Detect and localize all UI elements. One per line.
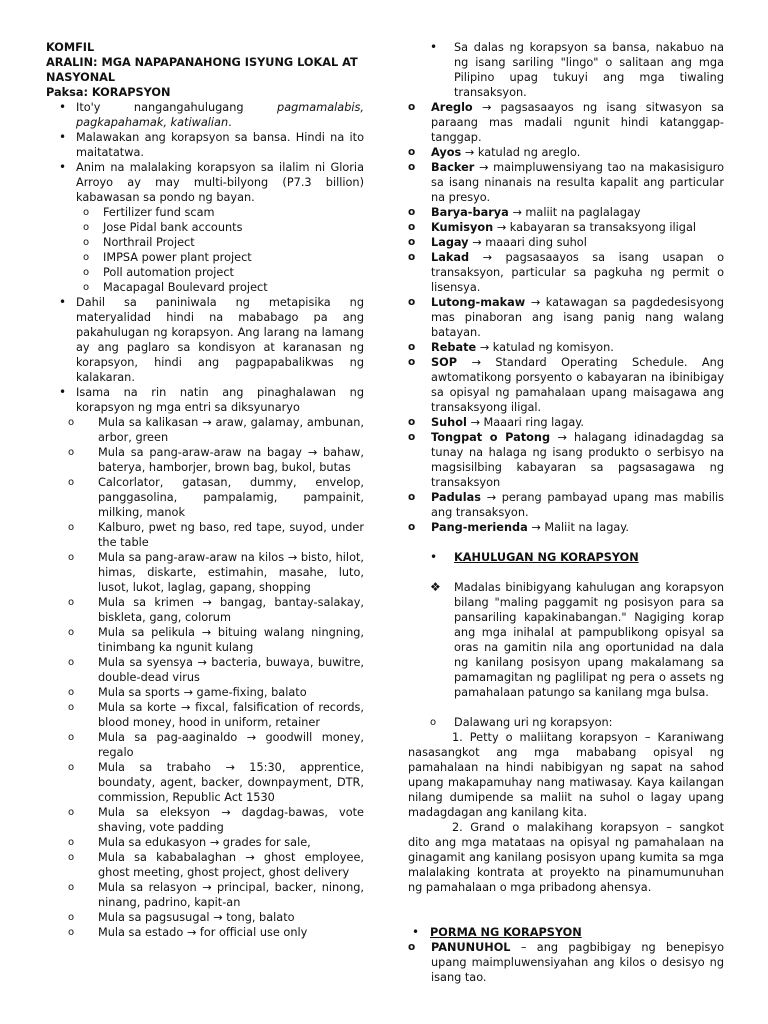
circle-bullet-icon: o xyxy=(408,296,416,308)
term-definition: kabayaran sa transaksyong iligal xyxy=(509,221,697,234)
arrow-icon: → xyxy=(527,521,545,534)
source-item-text: Kalburo, pwet ng baso, red tape, suyod, under the table xyxy=(98,521,364,549)
term-label: Kumisyon xyxy=(431,221,494,234)
term-label: Lutong-makaw xyxy=(431,296,526,309)
scam-item-text: Macapagal Boulevard project xyxy=(103,281,268,294)
source-item-text: Mula sa pagsusugal → tong, balato xyxy=(98,911,295,924)
term-definition: halagang idinadagdag sa tunay na halaga ng isang produkto o serbisyo na magsisilbing kabayaran sa pagsasagawa ng transaksyon xyxy=(431,431,724,489)
circle-bullet-icon: o xyxy=(408,251,416,263)
term-label: Lakad xyxy=(431,251,470,264)
paksa-title: Paksa: KORAPSYON xyxy=(46,86,171,99)
circle-bullet-icon: o xyxy=(68,732,75,743)
circle-bullet-icon: o xyxy=(408,101,416,113)
circle-bullet-icon: o xyxy=(68,807,75,818)
term-definition: pagsasaayos sa isang usapan o transaksyon, particular sa pagkuha ng permit o lisensya. xyxy=(431,251,724,294)
source-item-text: Mula sa kalikasan → araw, galamay, ambunan, arbor, green xyxy=(98,416,364,444)
source-item xyxy=(46,655,364,685)
term-label: Rebate xyxy=(431,341,477,354)
circle-bullet-icon: o xyxy=(68,837,75,848)
source-item xyxy=(46,850,364,880)
term-label: SOP xyxy=(431,356,458,369)
arrow-icon: → xyxy=(493,221,510,234)
term-item xyxy=(408,205,724,220)
bullet-arroyo: • Anim na malalaking korapsyon sa ilalim ni Gloria Arroyo ay may multi-bilyong (P7.3 billion) kabawasan sa pondo ng bayan. xyxy=(59,160,364,204)
bullet-icon: • xyxy=(430,550,438,564)
bullet-icon: • xyxy=(59,100,67,114)
circle-bullet-icon: o xyxy=(68,417,75,428)
term-definition: Maliit na lagay. xyxy=(544,521,629,534)
term-definition: maaari ding suhol xyxy=(485,236,587,249)
source-item xyxy=(46,835,364,850)
arrow-icon: → xyxy=(472,101,501,114)
circle-bullet-icon: o xyxy=(408,161,416,173)
circle-bullet-icon: o xyxy=(408,941,416,953)
source-item xyxy=(46,445,364,475)
bullet-meaning: • Ito'y nangangahulugang pagmamalabis, pagkapahamak, katiwalian. xyxy=(59,100,364,129)
bullet-dictionary: • Isama na rin natin ang pinaghalawan ng korapsyon ng mga entri sa diksyunaryo xyxy=(59,385,364,414)
bullet-icon: • xyxy=(430,40,438,54)
scam-item xyxy=(46,205,364,220)
circle-bullet-icon: o xyxy=(68,447,75,458)
term-label: Padulas xyxy=(431,491,481,504)
scam-list xyxy=(46,205,364,295)
scam-item-text: Poll automation project xyxy=(103,266,234,279)
term-label: Ayos xyxy=(431,146,462,159)
source-item-text: Mula sa pang-araw-araw na bagay → bahaw, baterya, hamborjer, brown bag, bukol, butas xyxy=(98,446,364,474)
circle-bullet-icon: o xyxy=(83,252,90,263)
circle-bullet-icon: o xyxy=(68,852,75,863)
circle-bullet-icon: o xyxy=(68,702,75,713)
bullet-lingo: • Sa dalas ng korapsyon sa bansa, nakabuo na ng isang sariling "lingo" o salitaan ang mga Pilipino upag tukuyi ang mga tiwaling transaksyon. xyxy=(430,40,724,99)
term-definition: katulad ng areglo. xyxy=(477,146,581,159)
source-item xyxy=(46,595,364,625)
term-item xyxy=(408,160,724,205)
bullet-icon: • xyxy=(59,295,67,309)
source-item xyxy=(46,805,364,835)
source-item-text: Mula sa relasyon → principal, backer, ninong, ninang, padrino, kapit-an xyxy=(98,881,364,909)
source-item xyxy=(46,415,364,445)
source-item-text: Mula sa pang-araw-araw na kilos → bisto, hilot, himas, diskarte, estimahin, masahe, luto, lusot, lukot, laglag, gapang, shopping xyxy=(98,551,364,594)
source-item xyxy=(46,685,364,700)
scam-item xyxy=(46,265,364,280)
circle-bullet-icon: o xyxy=(68,627,75,638)
bullet-widespread: • Malawakan ang korapsyon sa bansa. Hindi na ito maitatatwa. xyxy=(59,130,364,159)
circle-bullet-icon: o xyxy=(68,927,75,938)
term-item xyxy=(408,430,724,490)
bullet-metaphysics: • Dahil sa paniniwala ng metapisika ng materyalidad hindi na mababago pa ang pakahulugan ng korapsyon. Ang larang na lamang ay ang paglaro sa kondisyon at karanasan ng korapsyon, hindi ang pagpapabalikwas ng kalakaran. xyxy=(59,295,364,384)
uri-grand: 2. Grand o malakihang korapsyon – sangkot dito ang mga matataas na opisyal ng pamahalaan na ginagamit ang kanilang posisyon upang kumita sa mga malalaking kontrata at proyekto na pinamumunuhan ng pamahalaan o mga pribadong ahensya. xyxy=(408,821,724,894)
term-item xyxy=(408,100,724,145)
source-item-text: Mula sa pag-aaginaldo → goodwill money, regalo xyxy=(98,731,364,759)
source-item xyxy=(46,520,364,550)
circle-bullet-icon: o xyxy=(83,222,90,233)
panunuhol-item: o PANUNUHOL – ang pagbibigay ng benepisyo upang maimpluwensiyahan ang kilos o desisyo ng isang tao. xyxy=(408,941,724,984)
source-item xyxy=(46,550,364,595)
arrow-icon: → xyxy=(469,251,506,264)
term-item xyxy=(408,295,724,340)
term-definition: pagsasaayos ng isang sitwasyon sa paraang mas madali ngunit hindi katanggap-tanggap. xyxy=(431,101,725,144)
term-item xyxy=(408,415,724,430)
term-item xyxy=(408,520,724,535)
term-item xyxy=(408,145,724,160)
source-item xyxy=(46,910,364,925)
term-list xyxy=(408,100,724,535)
circle-bullet-icon: o xyxy=(83,267,90,278)
circle-bullet-icon: o xyxy=(408,221,416,233)
circle-bullet-icon: o xyxy=(68,522,75,533)
source-item-text: Mula sa krimen → bangag, bantay-salakay, biskleta, gang, colorum xyxy=(98,596,364,624)
source-list xyxy=(46,415,364,940)
circle-bullet-icon: o xyxy=(83,207,90,218)
term-label: Suhol xyxy=(431,416,467,429)
porma-heading: • PORMA NG KORAPSYON xyxy=(412,925,582,939)
source-item-text: Mula sa korte → fixcal, falsification of records, blood money, hood in uniform, retainer xyxy=(98,701,364,729)
arrow-icon: → xyxy=(466,416,484,429)
circle-bullet-icon: o xyxy=(408,416,416,428)
arrow-icon: → xyxy=(480,491,502,504)
left-column xyxy=(46,40,364,940)
source-item-text: Mula sa pelikula → bituing walang ningning, tinimbang ka ngunit kulang xyxy=(98,626,364,654)
arrow-icon: → xyxy=(550,431,575,444)
arrow-icon: → xyxy=(525,296,546,309)
circle-bullet-icon: o xyxy=(408,521,416,533)
source-item xyxy=(46,925,364,940)
source-item xyxy=(46,475,364,520)
bullet-icon: • xyxy=(59,385,67,399)
scam-item xyxy=(46,250,364,265)
arrow-icon: → xyxy=(461,146,478,159)
circle-bullet-icon: o xyxy=(430,717,437,728)
bullet-icon: • xyxy=(59,160,67,174)
term-item xyxy=(408,340,724,355)
term-definition: maimpluwensiyang tao na makasisiguro sa isang ninanais na resulta kapalit ang particular na presyo. xyxy=(431,161,724,204)
uri-petty: 1. Petty o maliitang korapsyon – Karaniwang nasasangkot ang mga mababang opisyal ng pamahalaan na hindi nabibigyan ng sapat na sahod upang makapamuhay nang matiwasay. Kaya kailangan nilang dumipende sa maliit na suhol o lagay upang madagdagan ang kanilang kita. xyxy=(408,731,724,819)
dalawang-uri: o Dalawang uri ng korapsyon: xyxy=(430,716,613,729)
circle-bullet-icon: o xyxy=(83,237,90,248)
term-label: Barya-barya xyxy=(431,206,509,219)
term-label: Pang-merienda xyxy=(431,521,528,534)
term-item xyxy=(408,355,724,415)
circle-bullet-icon: o xyxy=(408,356,416,368)
source-item xyxy=(46,880,364,910)
term-item xyxy=(408,490,724,520)
circle-bullet-icon: o xyxy=(68,597,75,608)
scam-item xyxy=(46,220,364,235)
bullet-icon: • xyxy=(412,925,420,939)
scam-item-text: IMPSA power plant project xyxy=(103,251,252,264)
term-label: Backer xyxy=(431,161,475,174)
arrow-icon: → xyxy=(457,356,496,369)
term-item xyxy=(408,235,724,250)
term-label: Lagay xyxy=(431,236,469,249)
kahulugan-paragraph: ❖ Madalas binibigyang kahulugan ang korapsyon bilang "maling paggamit ng posisyon para sa pansariling kapakinabangan." Nagiging korap ang mga inihalal at pampublikong opisyal sa oras na gamitin nila ang oportunidad na dala ng kanilang posisyon upang makalamang sa pamamagitan ng paglilipat ng pera o assets ng pamahalaan patungo sa kanilang mga bulsa. xyxy=(430,580,724,699)
source-item xyxy=(46,700,364,730)
circle-bullet-icon: o xyxy=(408,146,416,158)
source-item xyxy=(46,730,364,760)
arrow-icon: → xyxy=(474,161,494,174)
circle-bullet-icon: o xyxy=(408,341,416,353)
term-label: Tongpat o Patong xyxy=(431,431,551,444)
term-item xyxy=(408,250,724,295)
circle-bullet-icon: o xyxy=(408,431,416,443)
source-item-text: Mula sa eleksyon → dagdag-bawas, vote shaving, vote padding xyxy=(98,806,364,834)
term-definition: katulad ng komisyon. xyxy=(492,341,614,354)
term-definition: katawagan sa pagdedesisyong mas pinaboran ang isang panig nang walang batayan. xyxy=(431,296,724,339)
scam-item-text: Northrail Project xyxy=(103,236,195,249)
scam-item xyxy=(46,280,364,295)
kahulugan-heading: • KAHULUGAN NG KORAPSYON xyxy=(430,550,639,564)
circle-bullet-icon: o xyxy=(68,882,75,893)
term-item xyxy=(408,220,724,235)
term-label: Areglo xyxy=(431,101,473,114)
source-item-text: Mula sa trabaho → 15:30, apprentice, boundaty, agent, backer, downpayment, DTR, commission, Republic Act 1530 xyxy=(98,761,364,804)
circle-bullet-icon: o xyxy=(68,552,75,563)
circle-bullet-icon: o xyxy=(83,282,90,293)
circle-bullet-icon: o xyxy=(408,491,416,503)
source-item-text: Mula sa sports → game-fixing, balato xyxy=(98,686,307,699)
aralin-title: ARALIN: MGA NAPAPANAHONG ISYUNG LOKAL AT NASYONAL xyxy=(46,56,358,84)
term-definition: perang pambayad upang mas mabilis ang transaksyon. xyxy=(431,491,724,519)
circle-bullet-icon: o xyxy=(408,236,416,248)
diamond-bullet-icon: ❖ xyxy=(430,580,441,594)
source-item-text: Calcorlator, gatasan, dummy, envelop, panggasolina, pampalamig, pampainit, milking, manok xyxy=(98,476,364,519)
circle-bullet-icon: o xyxy=(408,206,416,218)
source-item-text: Mula sa kababalaghan → ghost employee, ghost meeting, ghost project, ghost delivery xyxy=(98,851,364,879)
subject-title: KOMFIL xyxy=(46,41,95,54)
circle-bullet-icon: o xyxy=(68,912,75,923)
term-definition: maliit na paglalagay xyxy=(525,206,641,219)
source-item-text: Mula sa edukasyon → grades for sale, xyxy=(98,836,311,849)
source-item xyxy=(46,625,364,655)
circle-bullet-icon: o xyxy=(68,762,75,773)
right-column xyxy=(408,40,724,985)
scam-item xyxy=(46,235,364,250)
scam-item-text: Jose Pidal bank accounts xyxy=(103,221,243,234)
scam-item-text: Fertilizer fund scam xyxy=(103,206,215,219)
arrow-icon: → xyxy=(476,341,493,354)
circle-bullet-icon: o xyxy=(68,477,75,488)
term-definition: Standard Operating Schedule. Ang awtomatikong porsyento o kabayaran na ibinibigay sa opisyal ng pamahalaan upang maisagawa ang transaksyong iligal. xyxy=(431,356,724,414)
bullet-icon: • xyxy=(59,130,67,144)
source-item-text: Mula sa syensya → bacteria, buwaya, buwitre, double-dead virus xyxy=(98,656,364,684)
arrow-icon: → xyxy=(508,206,526,219)
source-item xyxy=(46,760,364,805)
arrow-icon: → xyxy=(468,236,486,249)
circle-bullet-icon: o xyxy=(68,657,75,668)
term-definition: Maaari ring lagay. xyxy=(483,416,584,429)
source-item-text: Mula sa estado → for official use only xyxy=(98,926,308,939)
circle-bullet-icon: o xyxy=(68,687,75,698)
